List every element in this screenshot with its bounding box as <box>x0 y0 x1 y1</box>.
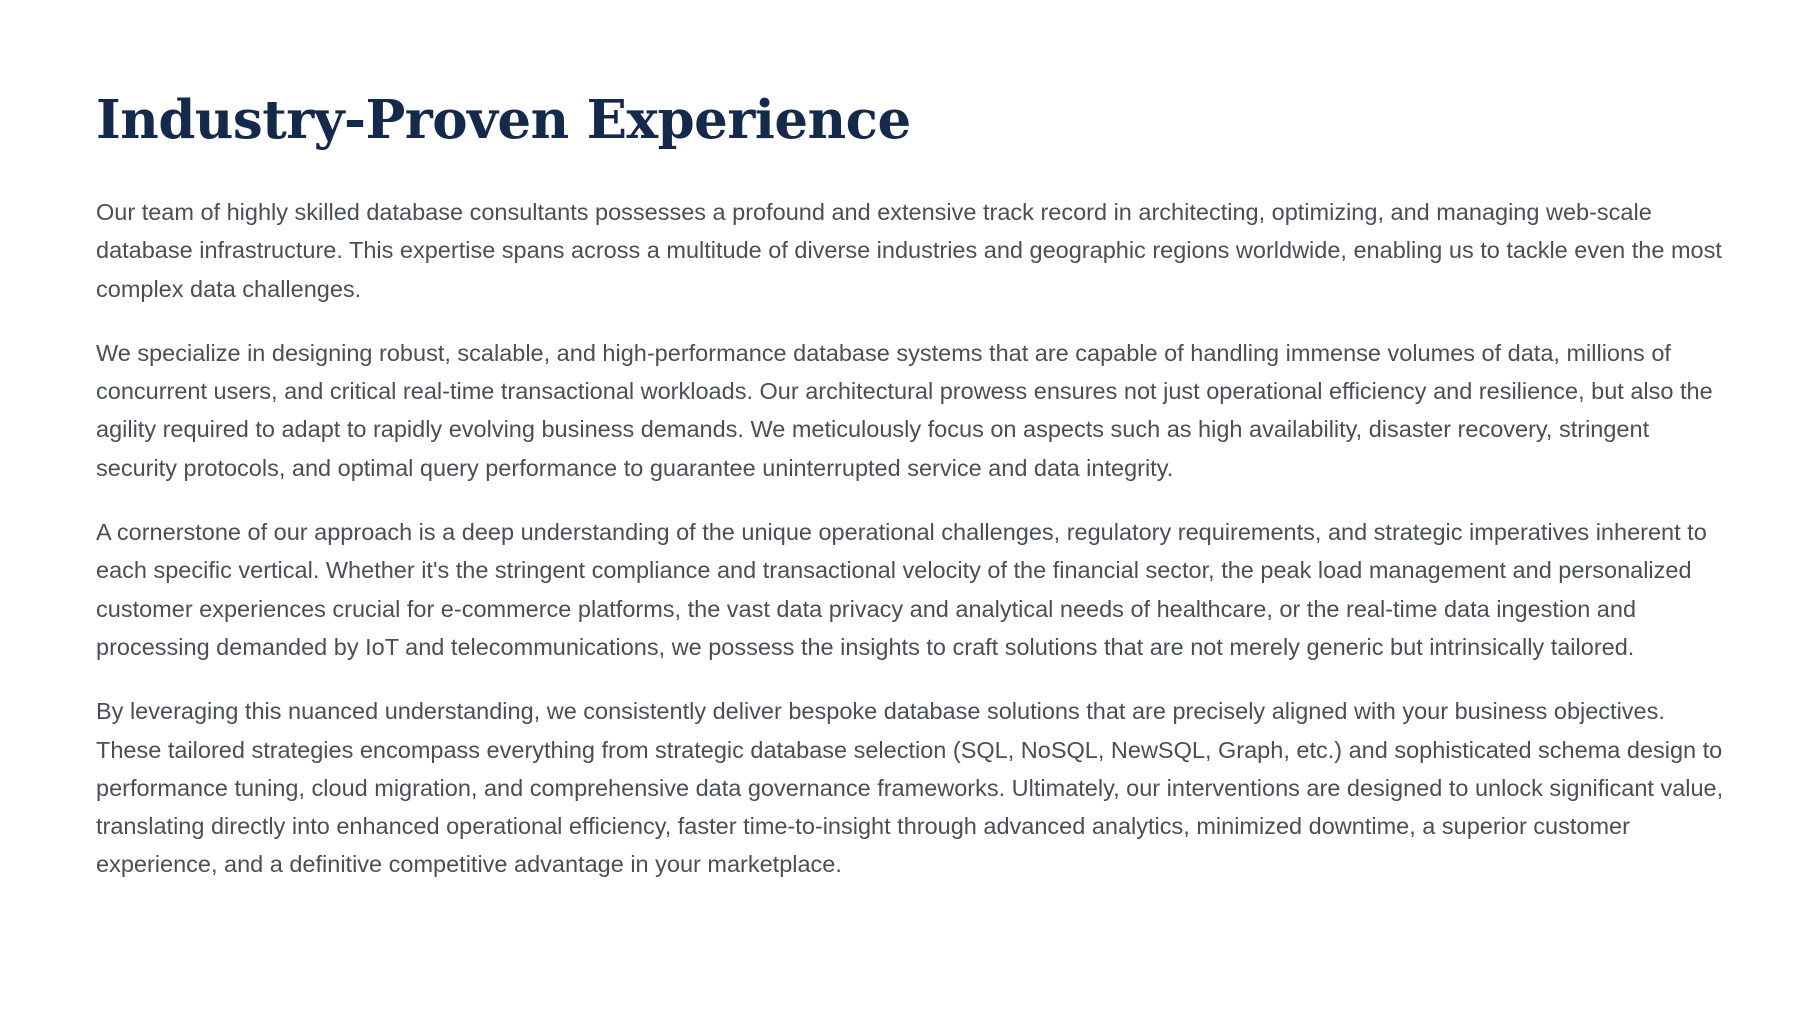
document-page <box>96 88 1726 910</box>
paragraph-value: By leveraging this nuanced understanding, we consistently deliver bespoke database solutions that are precisely aligned with your business objectives. These tailored strategies encompass everything from strategic database selection (SQL, NoSQL, NewSQL, Graph, etc.) and sophisticated schema design to performance tuning, cloud migration, and comprehensive data governance frameworks. Ultimately, our interventions are designed to unlock significant value, translating directly into enhanced operational efficiency, faster time-to-insight through advanced analytics, minimized downtime, a superior customer experience, and a definitive competitive advantage in your marketplace. <box>96 698 1724 878</box>
document-body <box>96 193 1726 884</box>
paragraph-expertise: Our team of highly skilled database consultants possesses a profound and extensive track record in architecting, optimizing, and managing web-scale database infrastructure. This expertise spans across a multitude of diverse industries and geographic regions worldwide, enabling us to tackle even the most complex data challenges. <box>96 199 1722 302</box>
paragraph-approach: A cornerstone of our approach is a deep understanding of the unique operational challenges, regulatory requirements, and strategic imperatives inherent to each specific vertical. Whether it's the stringent compliance and transactional velocity of the financial sector, the peak load management and personalized customer experiences crucial for e-commerce platforms, the vast data privacy and analytical needs of healthcare, or the real-time data ingestion and processing demanded by IoT and telecommunications, we possess the insights to craft solutions that are not merely generic but intrinsically tailored. <box>96 519 1707 660</box>
paragraph-specialization: We specialize in designing robust, scalable, and high-performance database systems that are capable of handling immense volumes of data, millions of concurrent users, and critical real-time transactional workloads. Our architectural prowess ensures not just operational efficiency and resilience, but also the agility required to adapt to rapidly evolving business demands. We meticulously focus on aspects such as high availability, disaster recovery, stringent security protocols, and optimal query performance to guarantee uninterrupted service and data integrity. <box>96 339 1713 481</box>
page-title: Industry-Proven Experience <box>96 89 911 151</box>
